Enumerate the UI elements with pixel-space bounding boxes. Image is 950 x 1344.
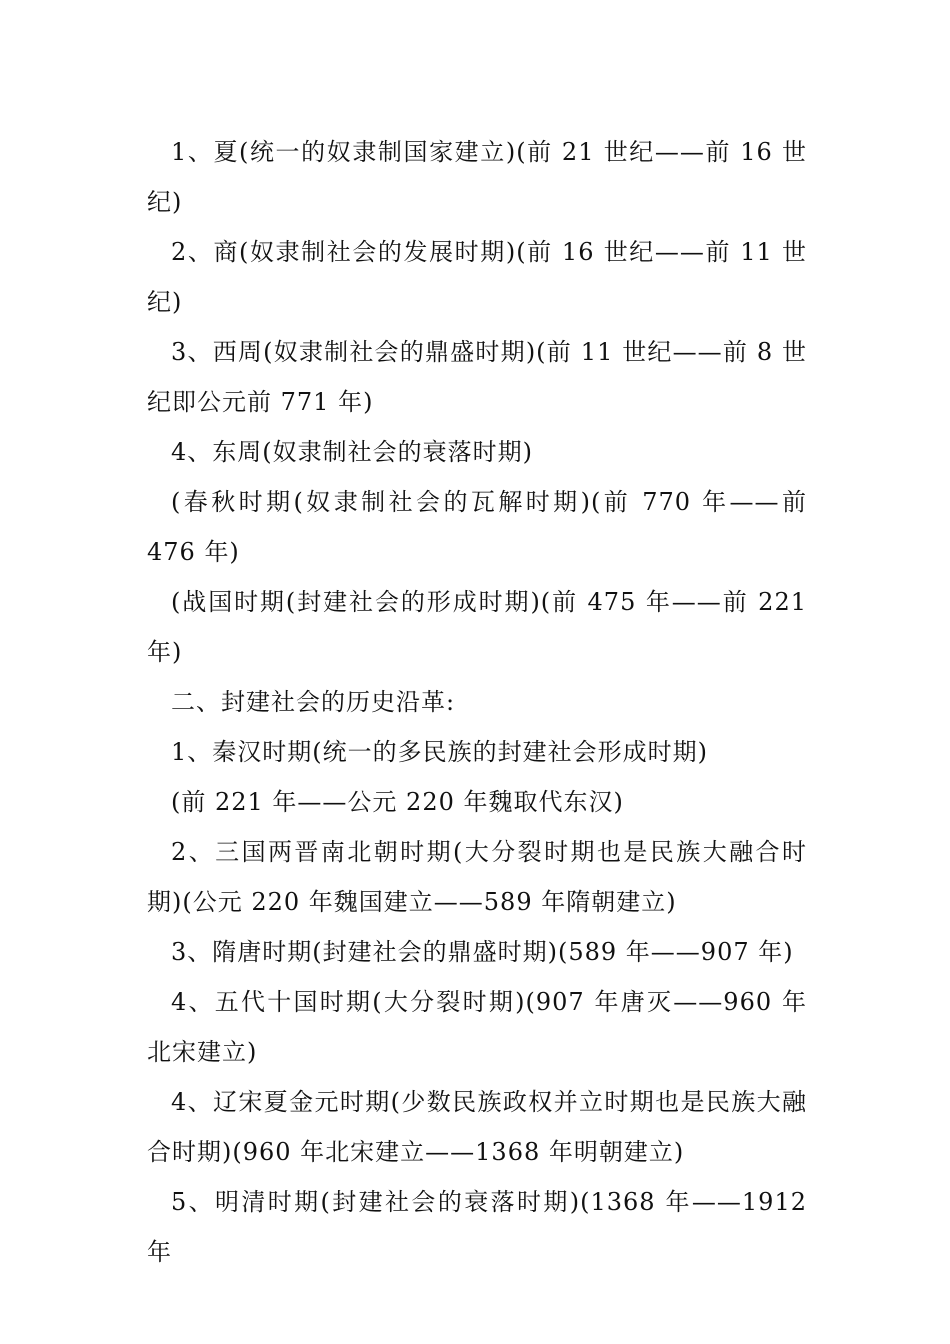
- section-heading-feudal: 二、封建社会的历史沿革:: [171, 688, 456, 716]
- paragraph-shang: 2、商(奴隶制社会的发展时期)(前 16 世纪——前 11 世纪): [147, 238, 807, 316]
- paragraph-qin-han: 1、秦汉时期(统一的多民族的封建社会形成时期): [171, 738, 708, 766]
- paragraph-xia: 1、夏(统一的奴隶制国家建立)(前 21 世纪——前 16 世纪): [147, 138, 807, 216]
- paragraph-warring-states: (战国时期(封建社会的形成时期)(前 475 年——前 221 年): [147, 588, 807, 666]
- paragraph-eastern-zhou: 4、东周(奴隶制社会的衰落时期): [171, 438, 533, 466]
- paragraph-spring-autumn: (春秋时期(奴隶制社会的瓦解时期)(前 770 年——前 476 年): [147, 488, 807, 566]
- paragraph-qin-han-dates: (前 221 年——公元 220 年魏取代东汉): [171, 788, 624, 816]
- paragraph-ming-qing: 5、明清时期(封建社会的衰落时期)(1368 年——1912 年: [147, 1188, 807, 1266]
- paragraph-five-dynasties: 4、五代十国时期(大分裂时期)(907 年唐灭——960 年北宋建立): [147, 988, 807, 1066]
- paragraph-western-zhou: 3、西周(奴隶制社会的鼎盛时期)(前 11 世纪——前 8 世纪即公元前 771 年): [147, 338, 807, 416]
- document-body: [147, 127, 807, 1277]
- paragraph-sui-tang: 3、隋唐时期(封建社会的鼎盛时期)(589 年——907 年): [171, 938, 794, 966]
- paragraph-liao-song-xia-jin-yuan: 4、辽宋夏金元时期(少数民族政权并立时期也是民族大融合时期)(960 年北宋建立——1368 年明朝建立): [147, 1088, 807, 1166]
- paragraph-three-kingdoms: 2、三国两晋南北朝时期(大分裂时期也是民族大融合时期)(公元 220 年魏国建立——589 年隋朝建立): [147, 838, 807, 916]
